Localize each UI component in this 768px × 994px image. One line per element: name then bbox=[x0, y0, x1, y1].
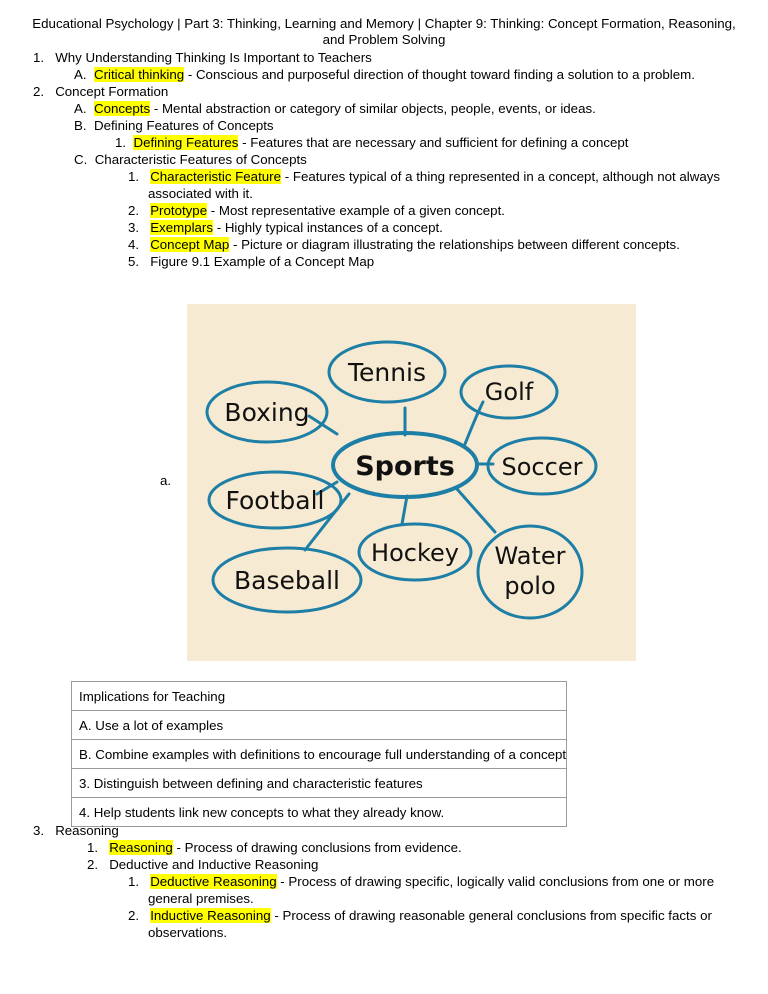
label-boxing: Boxing bbox=[224, 398, 310, 427]
item-characteristic-feature: 1. Characteristic Feature - Features typical of a thing represented in a concept, although not always bbox=[128, 169, 721, 184]
label-hockey: Hockey bbox=[371, 539, 459, 567]
item-deductive-reasoning: 1. Deductive Reasoning - Process of drawing specific, logically valid conclusions from one or more bbox=[128, 874, 715, 889]
implications-row bbox=[72, 769, 567, 798]
section-2-heading: 2. Concept Formation bbox=[33, 84, 169, 99]
section-3-heading: 3. Reasoning bbox=[33, 823, 119, 838]
item-inductive-reasoning-cont: observations. bbox=[148, 925, 228, 940]
implications-row bbox=[72, 740, 567, 769]
label-polo: polo bbox=[504, 572, 556, 600]
implications-header: Implications for Teaching bbox=[72, 682, 567, 711]
sub-item-a-label: a. bbox=[160, 473, 172, 488]
label-golf: Golf bbox=[484, 378, 534, 406]
item-reasoning: 1. Reasoning - Process of drawing conclusions from evidence. bbox=[87, 840, 462, 855]
item-critical-thinking: A. Critical thinking - Conscious and purposeful direction of thought toward finding a solution to a problem. bbox=[74, 67, 695, 82]
item-inductive-reasoning: 2. Inductive Reasoning - Process of drawing reasonable general conclusions from specific facts or bbox=[128, 908, 712, 923]
implications-header-row bbox=[72, 682, 567, 711]
label-soccer: Soccer bbox=[501, 453, 583, 481]
document-title: Educational Psychology | Part 3: Thinking, Learning and Memory | Chapter 9: Thinking: Concept Formation, Reasoning, and Problem Solving bbox=[32, 16, 736, 47]
item-figure-caption: 5. Figure 9.1 Example of a Concept Map bbox=[128, 254, 375, 269]
item-concepts: A. Concepts - Mental abstraction or category of similar objects, people, events, or ideas. bbox=[74, 101, 596, 116]
item-characteristic-feature-cont: associated with it. bbox=[148, 186, 253, 201]
label-water: Water bbox=[494, 542, 566, 570]
item-concept-map: 4. Concept Map - Picture or diagram illustrating the relationships between different concepts. bbox=[128, 237, 680, 252]
implications-cell: A. Use a lot of examples bbox=[72, 711, 567, 740]
implications-table bbox=[71, 681, 567, 827]
implications-row bbox=[72, 711, 567, 740]
label-tennis: Tennis bbox=[347, 358, 427, 387]
item-defining-features-heading: B. Defining Features of Concepts bbox=[74, 118, 274, 133]
label-baseball: Baseball bbox=[234, 566, 340, 595]
item-exemplars: 3. Exemplars - Highly typical instances of a concept. bbox=[128, 220, 443, 235]
item-deductive-inductive-heading: 2. Deductive and Inductive Reasoning bbox=[87, 857, 319, 872]
implications-cell: 4. Help students link new concepts to what they already know. bbox=[72, 798, 567, 827]
label-football: Football bbox=[225, 486, 325, 515]
implications-cell: 3. Distinguish between defining and characteristic features bbox=[72, 769, 567, 798]
label-sports: Sports bbox=[355, 451, 455, 482]
item-defining-features: 1. Defining Features - Features that are necessary and sufficient for defining a concept bbox=[115, 135, 629, 150]
implications-cell: B. Combine examples with definitions to encourage full understanding of a concept bbox=[72, 740, 567, 769]
item-prototype: 2. Prototype - Most representative example of a given concept. bbox=[128, 203, 505, 218]
implications-row bbox=[72, 798, 567, 827]
item-deductive-reasoning-cont: general premises. bbox=[148, 891, 254, 906]
item-characteristic-features-heading: C. Characteristic Features of Concepts bbox=[74, 152, 307, 167]
concept-map-figure bbox=[187, 304, 636, 661]
section-1-heading: 1. Why Understanding Thinking Is Important to Teachers bbox=[33, 50, 372, 65]
